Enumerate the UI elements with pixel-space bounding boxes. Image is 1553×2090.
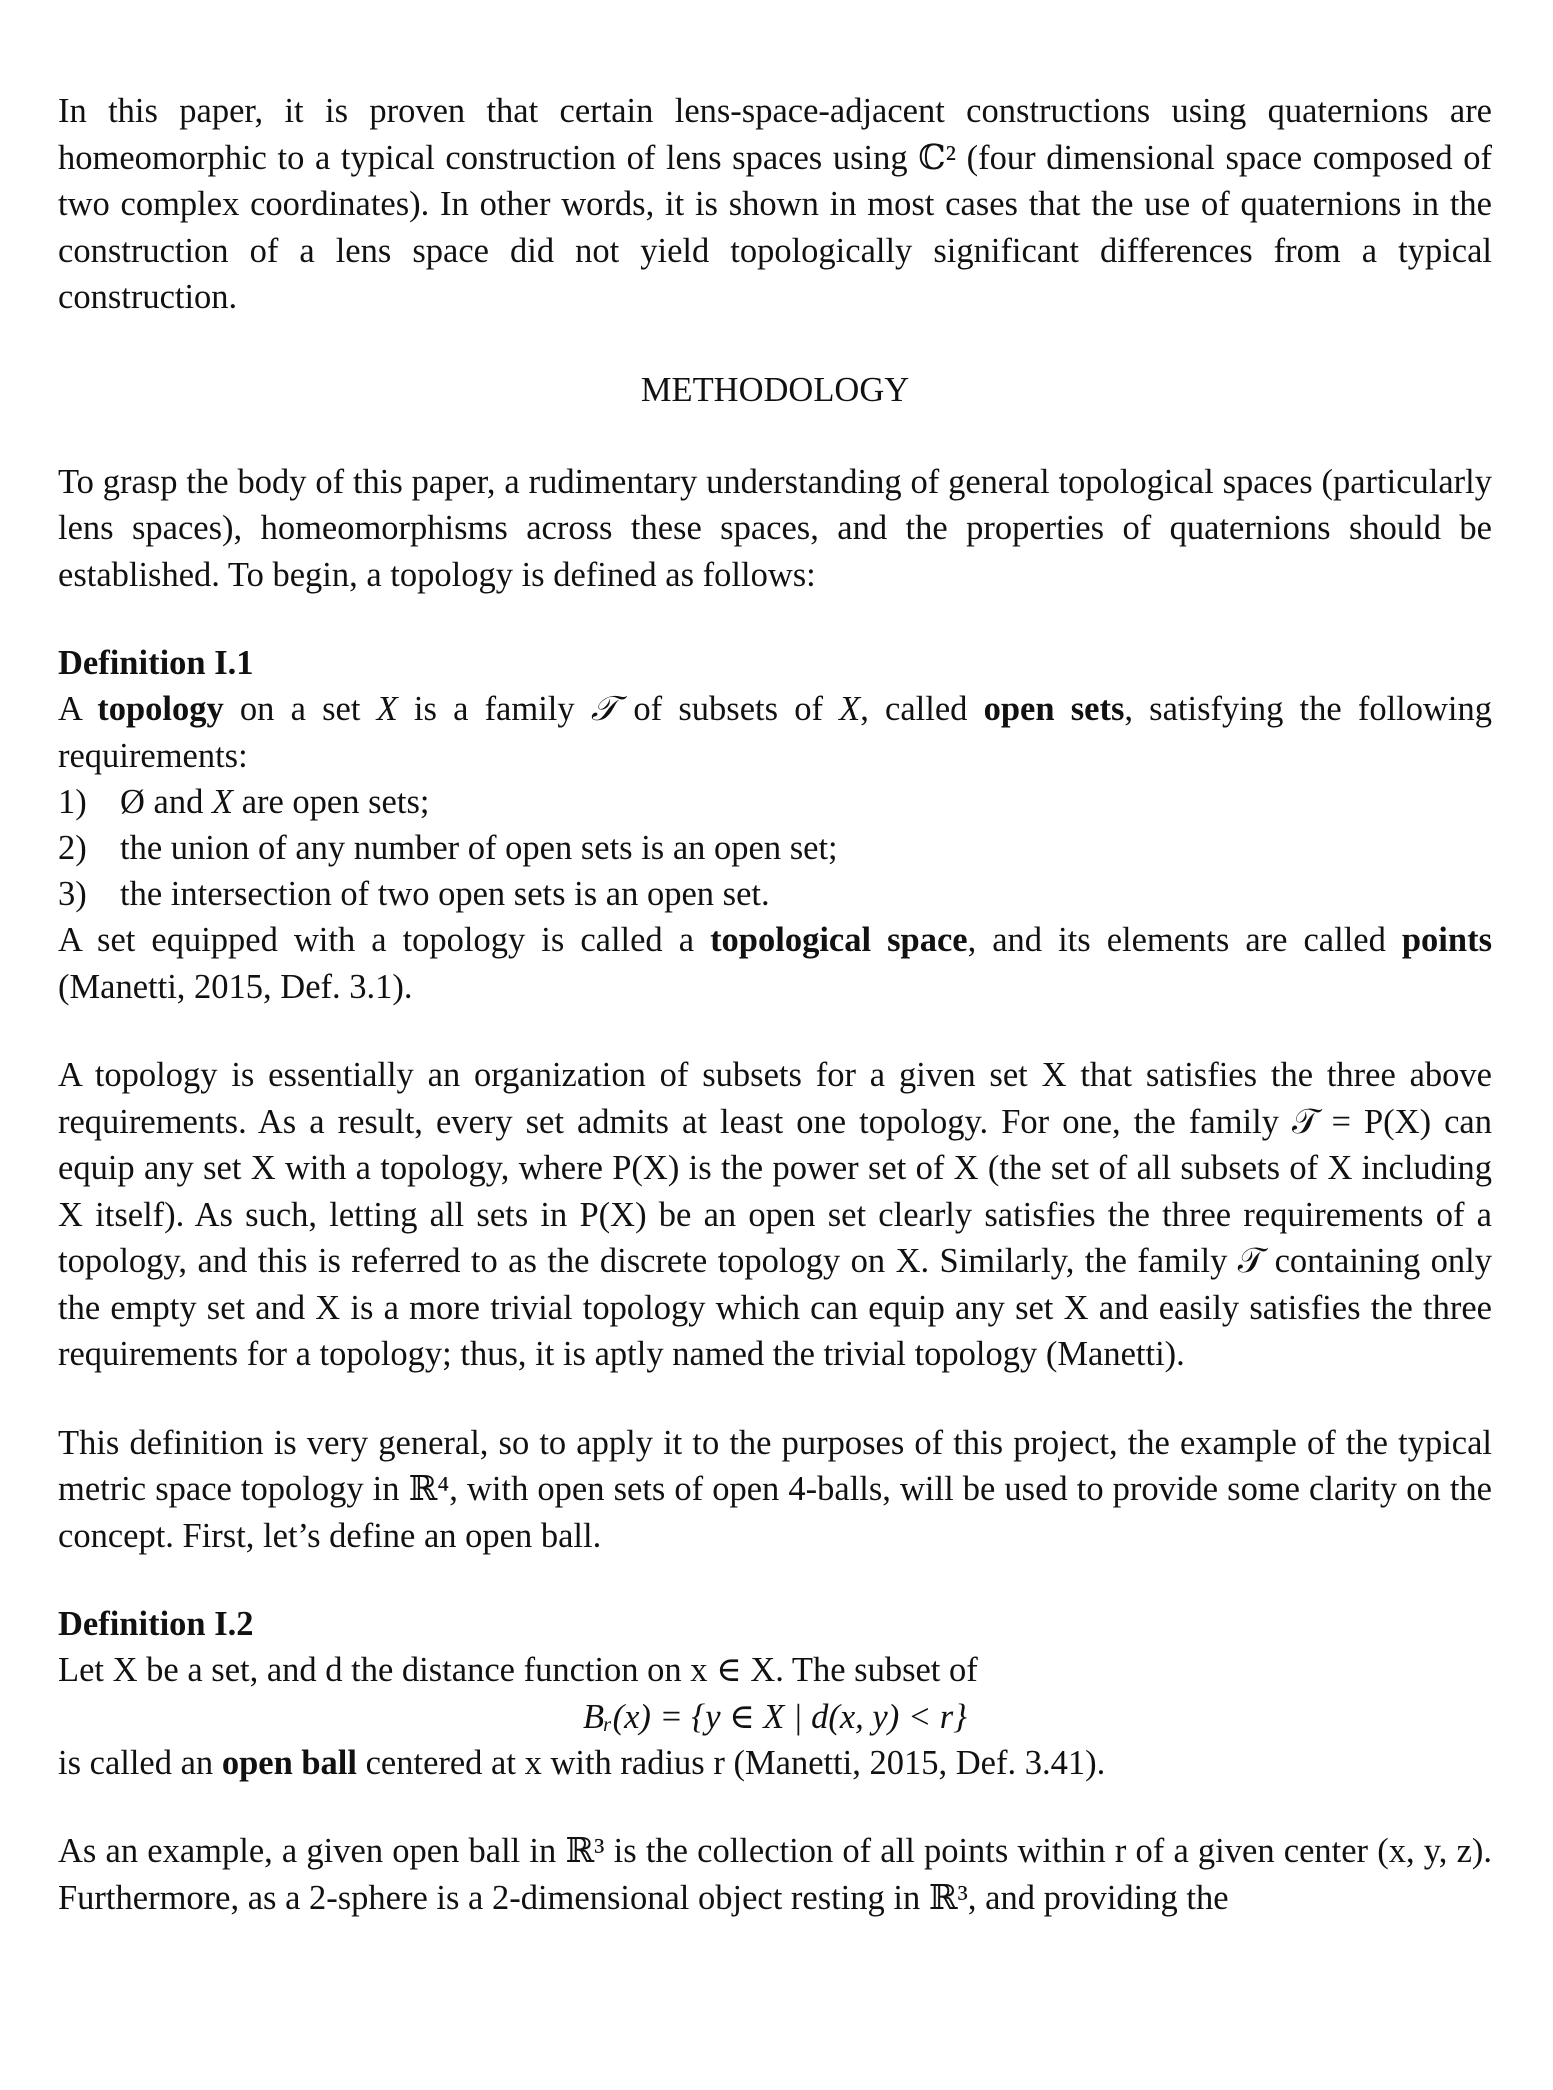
text-run: are open sets; bbox=[233, 783, 430, 821]
term-open-sets: open sets bbox=[983, 690, 1125, 728]
document-page bbox=[58, 88, 1492, 1921]
definition-1-statement bbox=[58, 686, 1492, 779]
var-x: X bbox=[376, 690, 398, 728]
list-item bbox=[58, 871, 1492, 917]
text-run: the intersection of two open sets is an open set. bbox=[120, 875, 770, 913]
intro-paragraph: In this paper, it is proven that certain lens-space-adjacent constructions using quaternions are homeomorphic to a typical construction of lens spaces using ℂ² (four dimensional space composed of two complex coordinates). In other words, it is shown in most cases that the use of quaternions in the construction of a lens space did not yield topologically significant differences from a typical construction. bbox=[58, 92, 1492, 316]
text-run: , and its elements are called bbox=[967, 921, 1402, 959]
text-run: is a family bbox=[397, 690, 591, 728]
list-number: 3) bbox=[58, 875, 87, 913]
text-run: Ø and bbox=[120, 783, 212, 821]
text-run: centered at x with radius r (Manetti, 2015, Def. 3.41). bbox=[356, 1743, 1106, 1782]
open-ball-formula: Bᵣ(x) = {y ∈ X | d(x, y) < r} bbox=[583, 1697, 967, 1736]
definition-1 bbox=[58, 640, 1492, 1010]
var-x: X bbox=[211, 783, 234, 821]
list-item bbox=[58, 825, 1492, 871]
var-t: 𝒯 bbox=[590, 690, 618, 728]
requirements-list bbox=[58, 779, 1492, 917]
metric-paragraph: This definition is very general, so to apply it to the purposes of this project, the example of the typical metric space topology in ℝ⁴, with open sets of open 4-balls, will be used to provide some clarity on the concept. First, let’s define an open ball. bbox=[58, 1423, 1492, 1555]
list-number: 1) bbox=[58, 783, 87, 821]
text-run: , called bbox=[860, 690, 984, 728]
example-paragraph: As an example, a given open ball in ℝ³ is the collection of all points within r of a given center (x, y, z). Furthermore, as a 2-sphere is a 2-dimensional object resting in ℝ³, and providing the bbox=[58, 1832, 1492, 1917]
text-run: (Manetti, 2015, Def. 3.1). bbox=[58, 967, 413, 1006]
definition-2-conclusion bbox=[58, 1740, 1492, 1787]
var-x: X bbox=[839, 690, 861, 728]
definition-2-line: Let X be a set, and d the distance function on x ∈ X. The subset of bbox=[58, 1651, 978, 1689]
text-run: is called an bbox=[58, 1743, 222, 1782]
text-run: A set equipped with a topology is called a bbox=[58, 921, 711, 959]
term-open-ball: open ball bbox=[221, 1743, 357, 1782]
text-run: on a set bbox=[223, 690, 377, 728]
definition-2 bbox=[58, 1601, 1492, 1786]
term-topological-space: topological space bbox=[710, 921, 968, 959]
text-run: , satisfying the following requirements: bbox=[58, 690, 1493, 775]
methodology-paragraph: To grasp the body of this paper, a rudimentary understanding of general topological spaces (particularly lens spaces), homeomorphisms across these spaces, and the properties of quaternions should be established. To begin, a topology is defined as follows: bbox=[58, 462, 1492, 594]
discussion-paragraph: A topology is essentially an organization of subsets for a given set X that satisfies the three above requirements. As a result, every set admits at least one topology. For one, the family 𝒯 = P(X) can equip any set X with a topology, where P(X) is the power set of X (the set of all subsets of X including X itself). As such, letting all sets in P(X) be an open set clearly satisfies the three requirements of a topology, and this is referred to as the discrete topology on X. Similarly, the family 𝒯 containing only the empty set and X is a more trivial topology which can equip any set X and easily satisfies the three requirements for a topology; thus, it is aptly named the trivial topology (Manetti). bbox=[58, 1056, 1492, 1373]
term-topology: topology bbox=[97, 690, 224, 728]
definition-2-title: Definition I.2 bbox=[58, 1605, 254, 1643]
list-item bbox=[58, 779, 1492, 825]
text-run: of subsets of bbox=[617, 690, 840, 728]
definition-1-conclusion bbox=[58, 917, 1492, 1010]
text-run: the union of any number of open sets is an open set; bbox=[120, 829, 838, 867]
definition-1-title: Definition I.1 bbox=[58, 644, 254, 682]
term-points: points bbox=[1401, 921, 1492, 959]
methodology-heading: METHODOLOGY bbox=[640, 370, 910, 409]
text-run: A bbox=[58, 690, 98, 728]
list-number: 2) bbox=[58, 829, 87, 867]
